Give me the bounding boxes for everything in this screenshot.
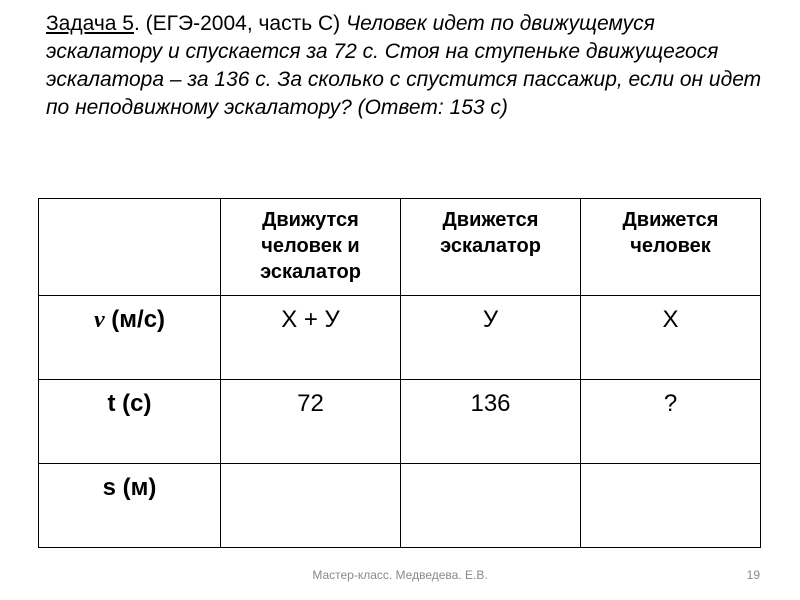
row-label-velocity: v (м/с)	[39, 296, 221, 380]
header-cell-escalator-moves: Движется эскалатор	[401, 199, 581, 296]
header-cell-person-moves: Движется человек	[581, 199, 761, 296]
table-header-row	[39, 199, 761, 296]
table-cell	[221, 464, 401, 548]
problem-source: . (ЕГЭ-2004, часть С)	[133, 12, 346, 35]
row-label-time: t (с)	[39, 380, 221, 464]
row-label-distance: s (м)	[39, 464, 221, 548]
table-cell: 136	[401, 380, 581, 464]
table-row	[39, 464, 761, 548]
table-row	[39, 380, 761, 464]
table-cell: Х + У	[221, 296, 401, 380]
header-cell-empty	[39, 199, 221, 296]
problem-statement	[46, 10, 776, 122]
table-cell: Х	[581, 296, 761, 380]
table-cell	[401, 464, 581, 548]
footer-text: Мастер-класс. Медведева. Е.В.	[312, 568, 488, 582]
problem-text: Человек идет по движущемуся эскалатору и спускается за 72 с. Стоя на ступеньке движущегося эскалатора – за 136 с. За сколько с спустится пассажир, если он идет по неподвижному эскалатору? (Ответ: 153 с)	[46, 12, 762, 119]
page-number: 19	[746, 568, 760, 582]
table-cell: ?	[581, 380, 761, 464]
header-cell-both-move: Движутся человек и эскалатор	[221, 199, 401, 296]
table-cell: У	[401, 296, 581, 380]
table-cell	[581, 464, 761, 548]
table-cell: 72	[221, 380, 401, 464]
table-row	[39, 296, 761, 380]
data-table	[38, 198, 761, 548]
problem-heading: Задача 5	[46, 12, 134, 35]
